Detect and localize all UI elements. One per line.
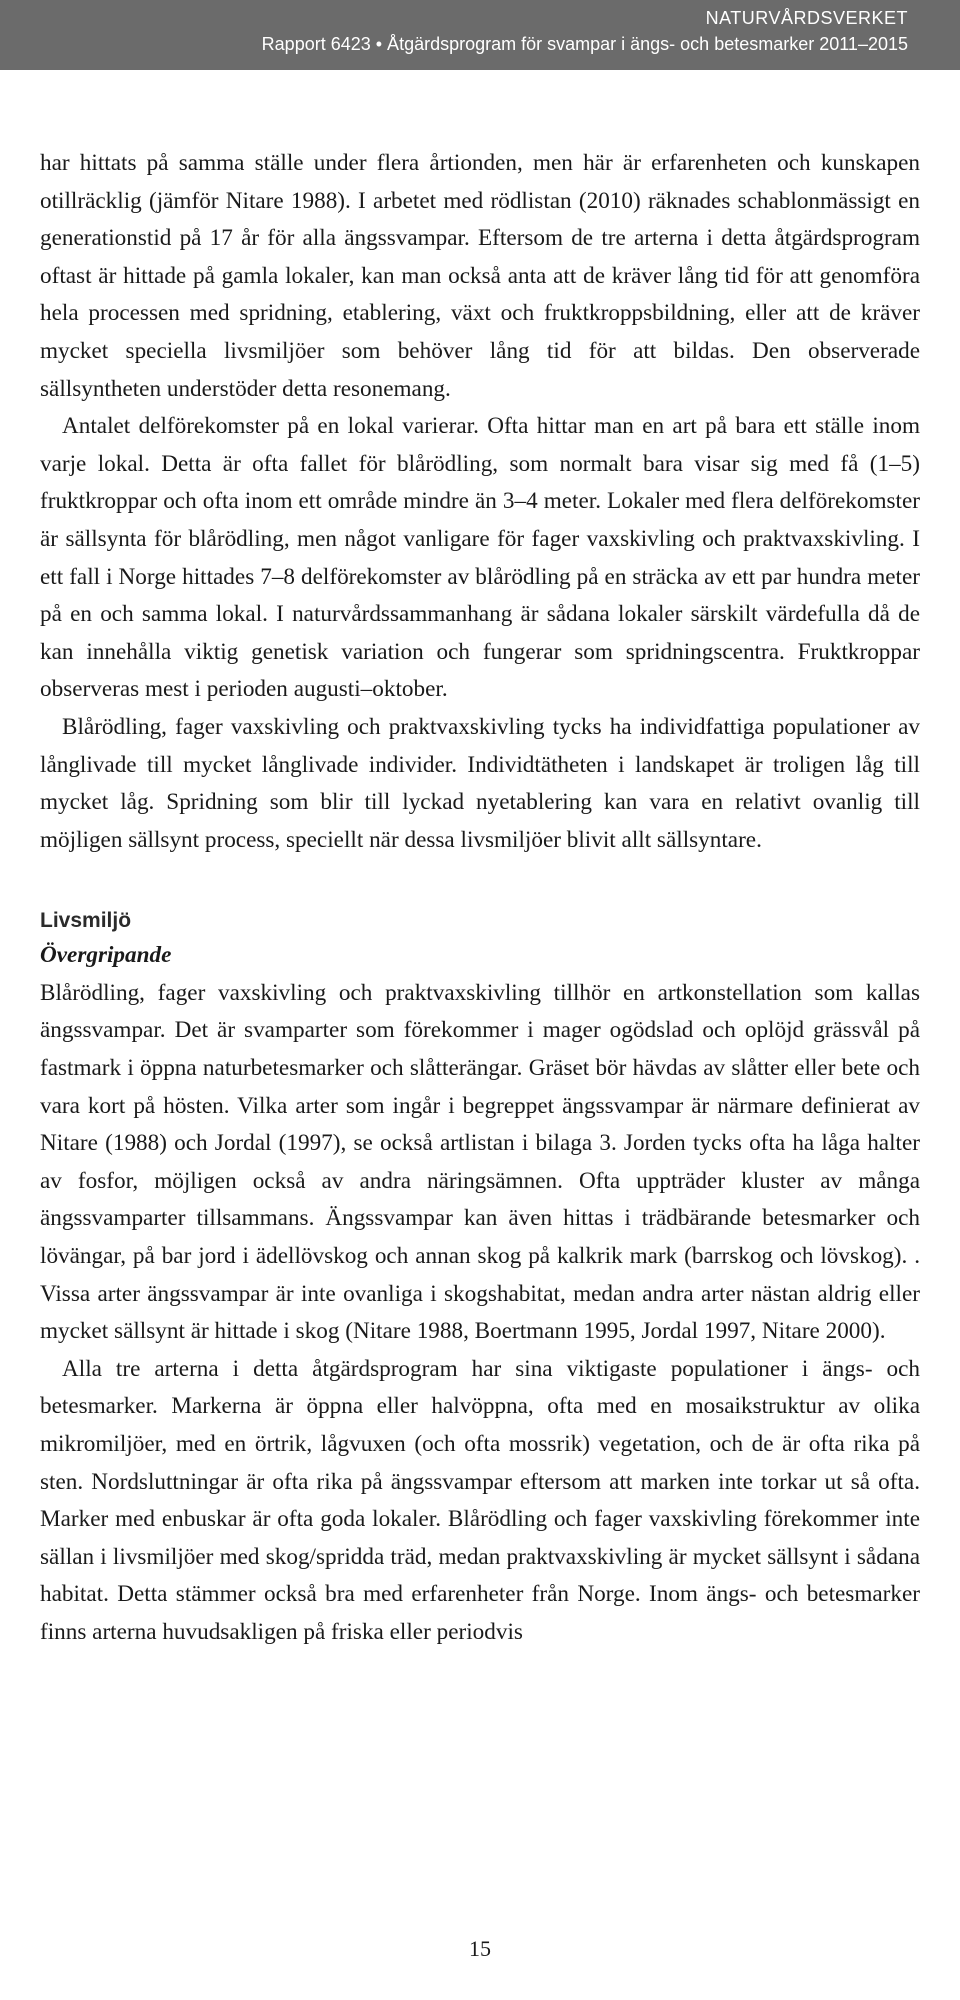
paragraph: Antalet delförekomster på en lokal varierar. Ofta hittar man en art på bara ett ställe inom varje lokal. Detta är ofta fallet för blårödling, som normalt bara visar sig med få (1–5) fruktkroppar och ofta inom ett område mindre än 3–4 meter. Lokaler med flera delförekomster är sällsynta för blårödling, men något vanligare för fager vaxskivling och praktvaxskivling. I ett fall i Norge hittades 7–8 delförekomster av blårödling på en sträcka av ett par hundra meter på en och samma lokal. I naturvårdssammanhang är sådana lokaler särskilt värdefulla då de kan innehålla viktig genetisk variation och fungerar som spridningscentra. Fruktkroppar observeras mest i perioden augusti–oktober. (40, 413, 920, 703)
report-title-line: Rapport 6423 • Åtgärdsprogram för svampar i ängs- och betesmarker 2011–2015 (261, 34, 908, 54)
body-text (40, 145, 920, 1652)
report-header-band (0, 0, 960, 70)
section-heading: Livsmiljö (40, 909, 132, 933)
paragraph: har hittats på samma ställe under flera årtionden, men här är erfarenheten och kunskapen otillräcklig (jämför Nitare 1988). I arbetet med rödlistan (2010) räknades schablonmässigt en generationstid på 17 år för alla ängssvampar. Eftersom de tre arterna i detta åtgärdsprogram oftast är hittade på gamla lokaler, kan man också anta att de kräver lång tid för att genomföra hela processen med spridning, etablering, växt och fruktkroppsbildning, eller att de kräver mycket speciella livsmiljöer som behöver lång tid för att bildas. Den observerade sällsyntheten understöder detta resonemang. (40, 150, 920, 402)
page-number: 15 (469, 1936, 491, 1961)
subsection-heading: Övergripande (40, 942, 172, 969)
section-spacer (40, 859, 920, 905)
paragraph: Blårödling, fager vaxskivling och praktvaxskivling tycks ha individfattiga populationer av långlivade till mycket långlivade individer. Individtätheten i landskapet är troligen låg till mycket låg. Spridning som blir till lyckad nyetablering kan vara en relativt ovanlig till möjligen sällsynt process, speciellt när dessa livsmiljöer blivit allt sällsyntare. (40, 713, 920, 853)
paragraph: Blårödling, fager vaxskivling och praktvaxskivling tillhör en artkonstellation som kallas ängssvampar. Det är svamparter som förekommer i mager ogödslad och oplöjd grässvål på fastmark i öppna naturbetesmarker och slåtterängar. Gräset bör hävdas av slåtter eller bete och vara kort på hösten. Vilka arter som ingår i begreppet ängssvampar är närmare definierat av Nitare (1988) och Jordal (1997), se också artlistan i bilaga 3. Jorden tycks ofta ha låga halter av fosfor, möjligen också av andra näringsämnen. Ofta uppträder kluster av många ängssvamparter tillsammans. Ängssvampar kan även hittas i trädbärande betesmarker och lövängar, på bar jord i ädellövskog och annan skog på kalkrik mark (barrskog och lövskog). . Vissa arter ängssvampar är inte ovanliga i skogshabitat, medan andra arter nästan aldrig eller mycket sällsynt är hittade i skog (Nitare 1988, Boertmann 1995, Jordal 1997, Nitare 2000). (40, 979, 920, 1345)
paragraph: Alla tre arterna i detta åtgärdsprogram har sina viktigaste populationer i ängs- och betesmarker. Markerna är öppna eller halvöppna, ofta med en mosaikstruktur av olika mikromiljöer, med en örtrik, lågvuxen (och ofta mossrik) vegetation, och de är ofta rika på sten. Nordsluttningar är ofta rika på ängssvampar eftersom att marken inte torkar ut så ofta. Marker med enbuskar är ofta goda lokaler. Blårödling och fager vaxskivling förekommer inte sällan i livsmiljöer med skog/spridda träd, medan praktvaxskivling är mycket sällsynt i sådana habitat. Detta stämmer också bra med erfarenheter från Norge. Inom ängs- och betesmarker finns arterna huvudsakligen på friska eller periodvis (40, 1355, 920, 1645)
organization-name: NATURVÅRDSVERKET (705, 8, 908, 28)
